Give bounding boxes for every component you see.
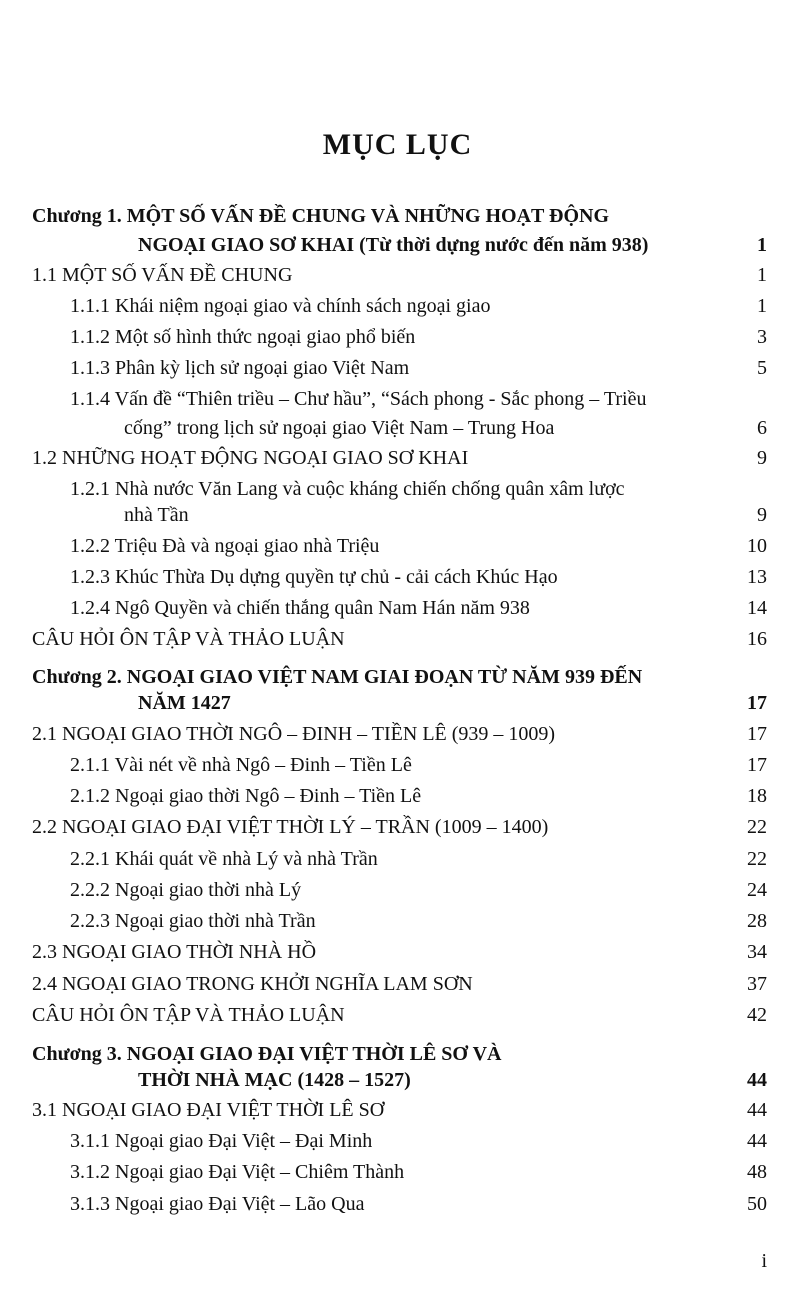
toc-entry-title: 2.1.2 Ngoại giao thời Ngô – Đinh – Tiền Lê [70, 785, 422, 807]
toc-entry-page: 44 [747, 1130, 767, 1152]
toc-entry-title: NGOẠI GIAO SƠ KHAI (Từ thời dựng nước đến năm 938) [138, 234, 649, 256]
toc-entry-page: 44 [747, 1099, 767, 1121]
toc-entry-title: 2.4 NGOẠI GIAO TRONG KHỞI NGHĨA LAM SƠN [32, 973, 473, 995]
toc-entry-title: 1.1.4 Vấn đề “Thiên triều – Chư hầu”, “Sách phong - Sắc phong – Triều [70, 388, 647, 410]
toc-entry-title: 2.2.1 Khái quát về nhà Lý và nhà Trần [70, 848, 378, 870]
toc-entry-page: 3 [757, 326, 767, 348]
toc-entry-title: 3.1.1 Ngoại giao Đại Việt – Đại Minh [70, 1130, 373, 1152]
toc-entry-title: 1.1.1 Khái niệm ngoại giao và chính sách ngoại giao [70, 295, 491, 317]
toc-entry-title: 3.1 NGOẠI GIAO ĐẠI VIỆT THỜI LÊ SƠ [32, 1099, 385, 1121]
toc-entry-page: 24 [747, 879, 767, 901]
toc-entry-page: 37 [747, 973, 767, 995]
page-title: MỤC LỤC [322, 128, 473, 161]
toc-entry-title: 1.1.2 Một số hình thức ngoại giao phổ biến [70, 326, 416, 348]
toc-entry-title: Chương 3. NGOẠI GIAO ĐẠI VIỆT THỜI LÊ SƠ VÀ [32, 1043, 502, 1065]
toc-entry-title: 1.2.3 Khúc Thừa Dụ dựng quyền tự chủ - cải cách Khúc Hạo [70, 566, 558, 588]
toc-entry-page: 9 [757, 447, 767, 469]
toc-entry-title: 3.1.2 Ngoại giao Đại Việt – Chiêm Thành [70, 1161, 405, 1183]
toc-entry-page: 42 [747, 1004, 767, 1026]
toc-entry-page: 50 [747, 1193, 767, 1215]
toc-entry-title: 1.1 MỘT SỐ VẤN ĐỀ CHUNG [32, 264, 293, 286]
toc-entry-title: 3.1.3 Ngoại giao Đại Việt – Lão Qua [70, 1193, 365, 1215]
toc-entry-title: nhà Tần [124, 504, 189, 526]
toc-entry-title: 2.2.3 Ngoại giao thời nhà Trần [70, 910, 316, 932]
toc-entry-title: THỜI NHÀ MẠC (1428 – 1527) [138, 1069, 411, 1091]
toc-entry-page: 17 [747, 754, 767, 776]
toc-entry-page: 5 [757, 357, 767, 379]
toc-entry-page: 28 [747, 910, 767, 932]
toc-entry-page: 10 [747, 535, 767, 557]
toc-entry-page: 17 [747, 723, 767, 745]
toc-entry-title: NĂM 1427 [138, 692, 231, 714]
toc-entry-title: Chương 2. NGOẠI GIAO VIỆT NAM GIAI ĐOẠN TỪ NĂM 939 ĐẾN [32, 666, 643, 688]
toc-entry-title: 2.1.1 Vài nét về nhà Ngô – Đinh – Tiền Lê [70, 754, 412, 776]
toc-entry-page: 22 [747, 848, 767, 870]
toc-entry-page: 22 [747, 816, 767, 838]
toc-entry-page: 18 [747, 785, 767, 807]
toc-entry-page: 6 [757, 417, 767, 439]
toc-entry-page: 14 [747, 597, 767, 619]
toc-entry-page: 9 [757, 504, 767, 526]
toc-entry-title: CÂU HỎI ÔN TẬP VÀ THẢO LUẬN [32, 628, 345, 650]
toc-entry-title: 2.2.2 Ngoại giao thời nhà Lý [70, 879, 302, 901]
toc-entry-title: 1.2.2 Triệu Đà và ngoại giao nhà Triệu [70, 535, 380, 557]
toc-entry-title: cống” trong lịch sử ngoại giao Việt Nam – Trung Hoa [124, 417, 555, 439]
toc-entry-title: 1.2.1 Nhà nước Văn Lang và cuộc kháng chiến chống quân xâm lược [70, 478, 625, 500]
toc-entry-title: Chương 1. MỘT SỐ VẤN ĐỀ CHUNG VÀ NHỮNG HOẠT ĐỘNG [32, 205, 610, 227]
toc-entry-page: 1 [757, 264, 767, 286]
toc-entry-title: 1.2.4 Ngô Quyền và chiến thắng quân Nam Hán năm 938 [70, 597, 530, 619]
toc-entry-page: 48 [747, 1161, 767, 1183]
toc-entry-title: 2.2 NGOẠI GIAO ĐẠI VIỆT THỜI LÝ – TRẦN (1009 – 1400) [32, 816, 549, 838]
toc-entry-title: 2.1 NGOẠI GIAO THỜI NGÔ – ĐINH – TIỀN LÊ (939 – 1009) [32, 723, 556, 745]
toc-entry-page: 44 [747, 1069, 767, 1091]
toc-entry-page: 34 [747, 941, 767, 963]
page-number: i [761, 1250, 767, 1272]
toc-entry-page: 1 [757, 234, 767, 256]
toc-entry-title: CÂU HỎI ÔN TẬP VÀ THẢO LUẬN [32, 1004, 345, 1026]
toc-entry-page: 1 [757, 295, 767, 317]
toc-entry-page: 17 [747, 692, 767, 714]
toc-entry-page: 16 [747, 628, 767, 650]
toc-entry-page: 13 [747, 566, 767, 588]
toc-entry-title: 1.2 NHỮNG HOẠT ĐỘNG NGOẠI GIAO SƠ KHAI [32, 447, 469, 469]
toc-entry-title: 1.1.3 Phân kỳ lịch sử ngoại giao Việt Nam [70, 357, 410, 379]
toc-entry-title: 2.3 NGOẠI GIAO THỜI NHÀ HỒ [32, 941, 317, 963]
